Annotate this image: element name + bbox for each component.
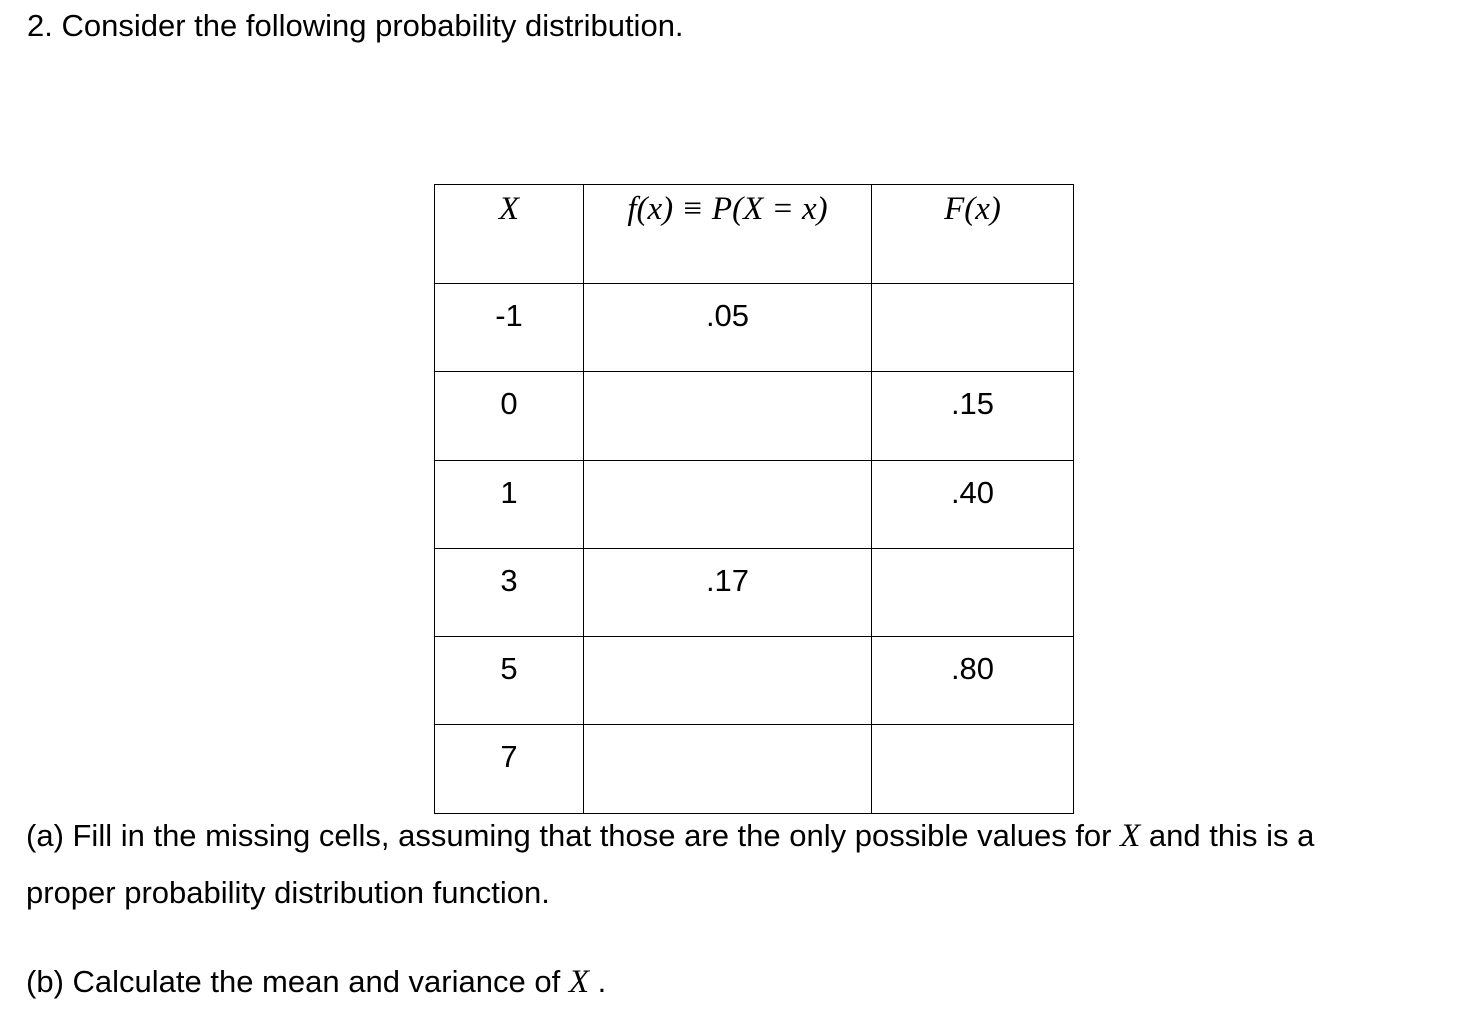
cell-F: .15 [872,372,1074,460]
header-pmf: f(x) ≡ P(X = x) [584,185,872,284]
table-row [435,725,1074,813]
cell-f [584,460,872,548]
part-a-line1 [26,818,1314,855]
cell-F [872,548,1074,636]
table-row [435,548,1074,636]
cell-x: 0 [435,372,584,460]
probability-table [434,184,1074,814]
table-row [435,372,1074,460]
cell-F: .40 [872,460,1074,548]
cell-f [584,637,872,725]
cell-F: .80 [872,637,1074,725]
cell-x: -1 [435,284,584,372]
part-a-text-end: and this is a [1140,818,1315,853]
header-x: X [435,185,584,284]
cell-x: 5 [435,637,584,725]
part-a-line2: proper probability distribution function. [26,875,550,910]
cell-F [872,725,1074,813]
question-heading [27,8,684,44]
part-a-variable: X [1120,818,1141,854]
part-b-variable: X [568,964,589,1000]
part-b-text: (b) Calculate the mean and variance of [26,964,569,999]
header-cdf: F(x) [872,185,1074,284]
part-b-period: . [588,964,607,999]
cell-f [584,372,872,460]
cell-x: 3 [435,548,584,636]
cell-f: .17 [584,548,872,636]
table-row [435,637,1074,725]
table-row [435,284,1074,372]
question-text: Consider the following probability distribution. [61,8,684,43]
cell-F [872,284,1074,372]
table-row [435,460,1074,548]
cell-f: .05 [584,284,872,372]
part-a-text: (a) Fill in the missing cells, assuming that those are the only possible values for [26,818,1121,853]
table-header-row [435,185,1074,284]
cell-x: 1 [435,460,584,548]
cell-x: 7 [435,725,584,813]
question-number: 2. [27,8,53,43]
part-b [26,964,606,1001]
cell-f [584,725,872,813]
